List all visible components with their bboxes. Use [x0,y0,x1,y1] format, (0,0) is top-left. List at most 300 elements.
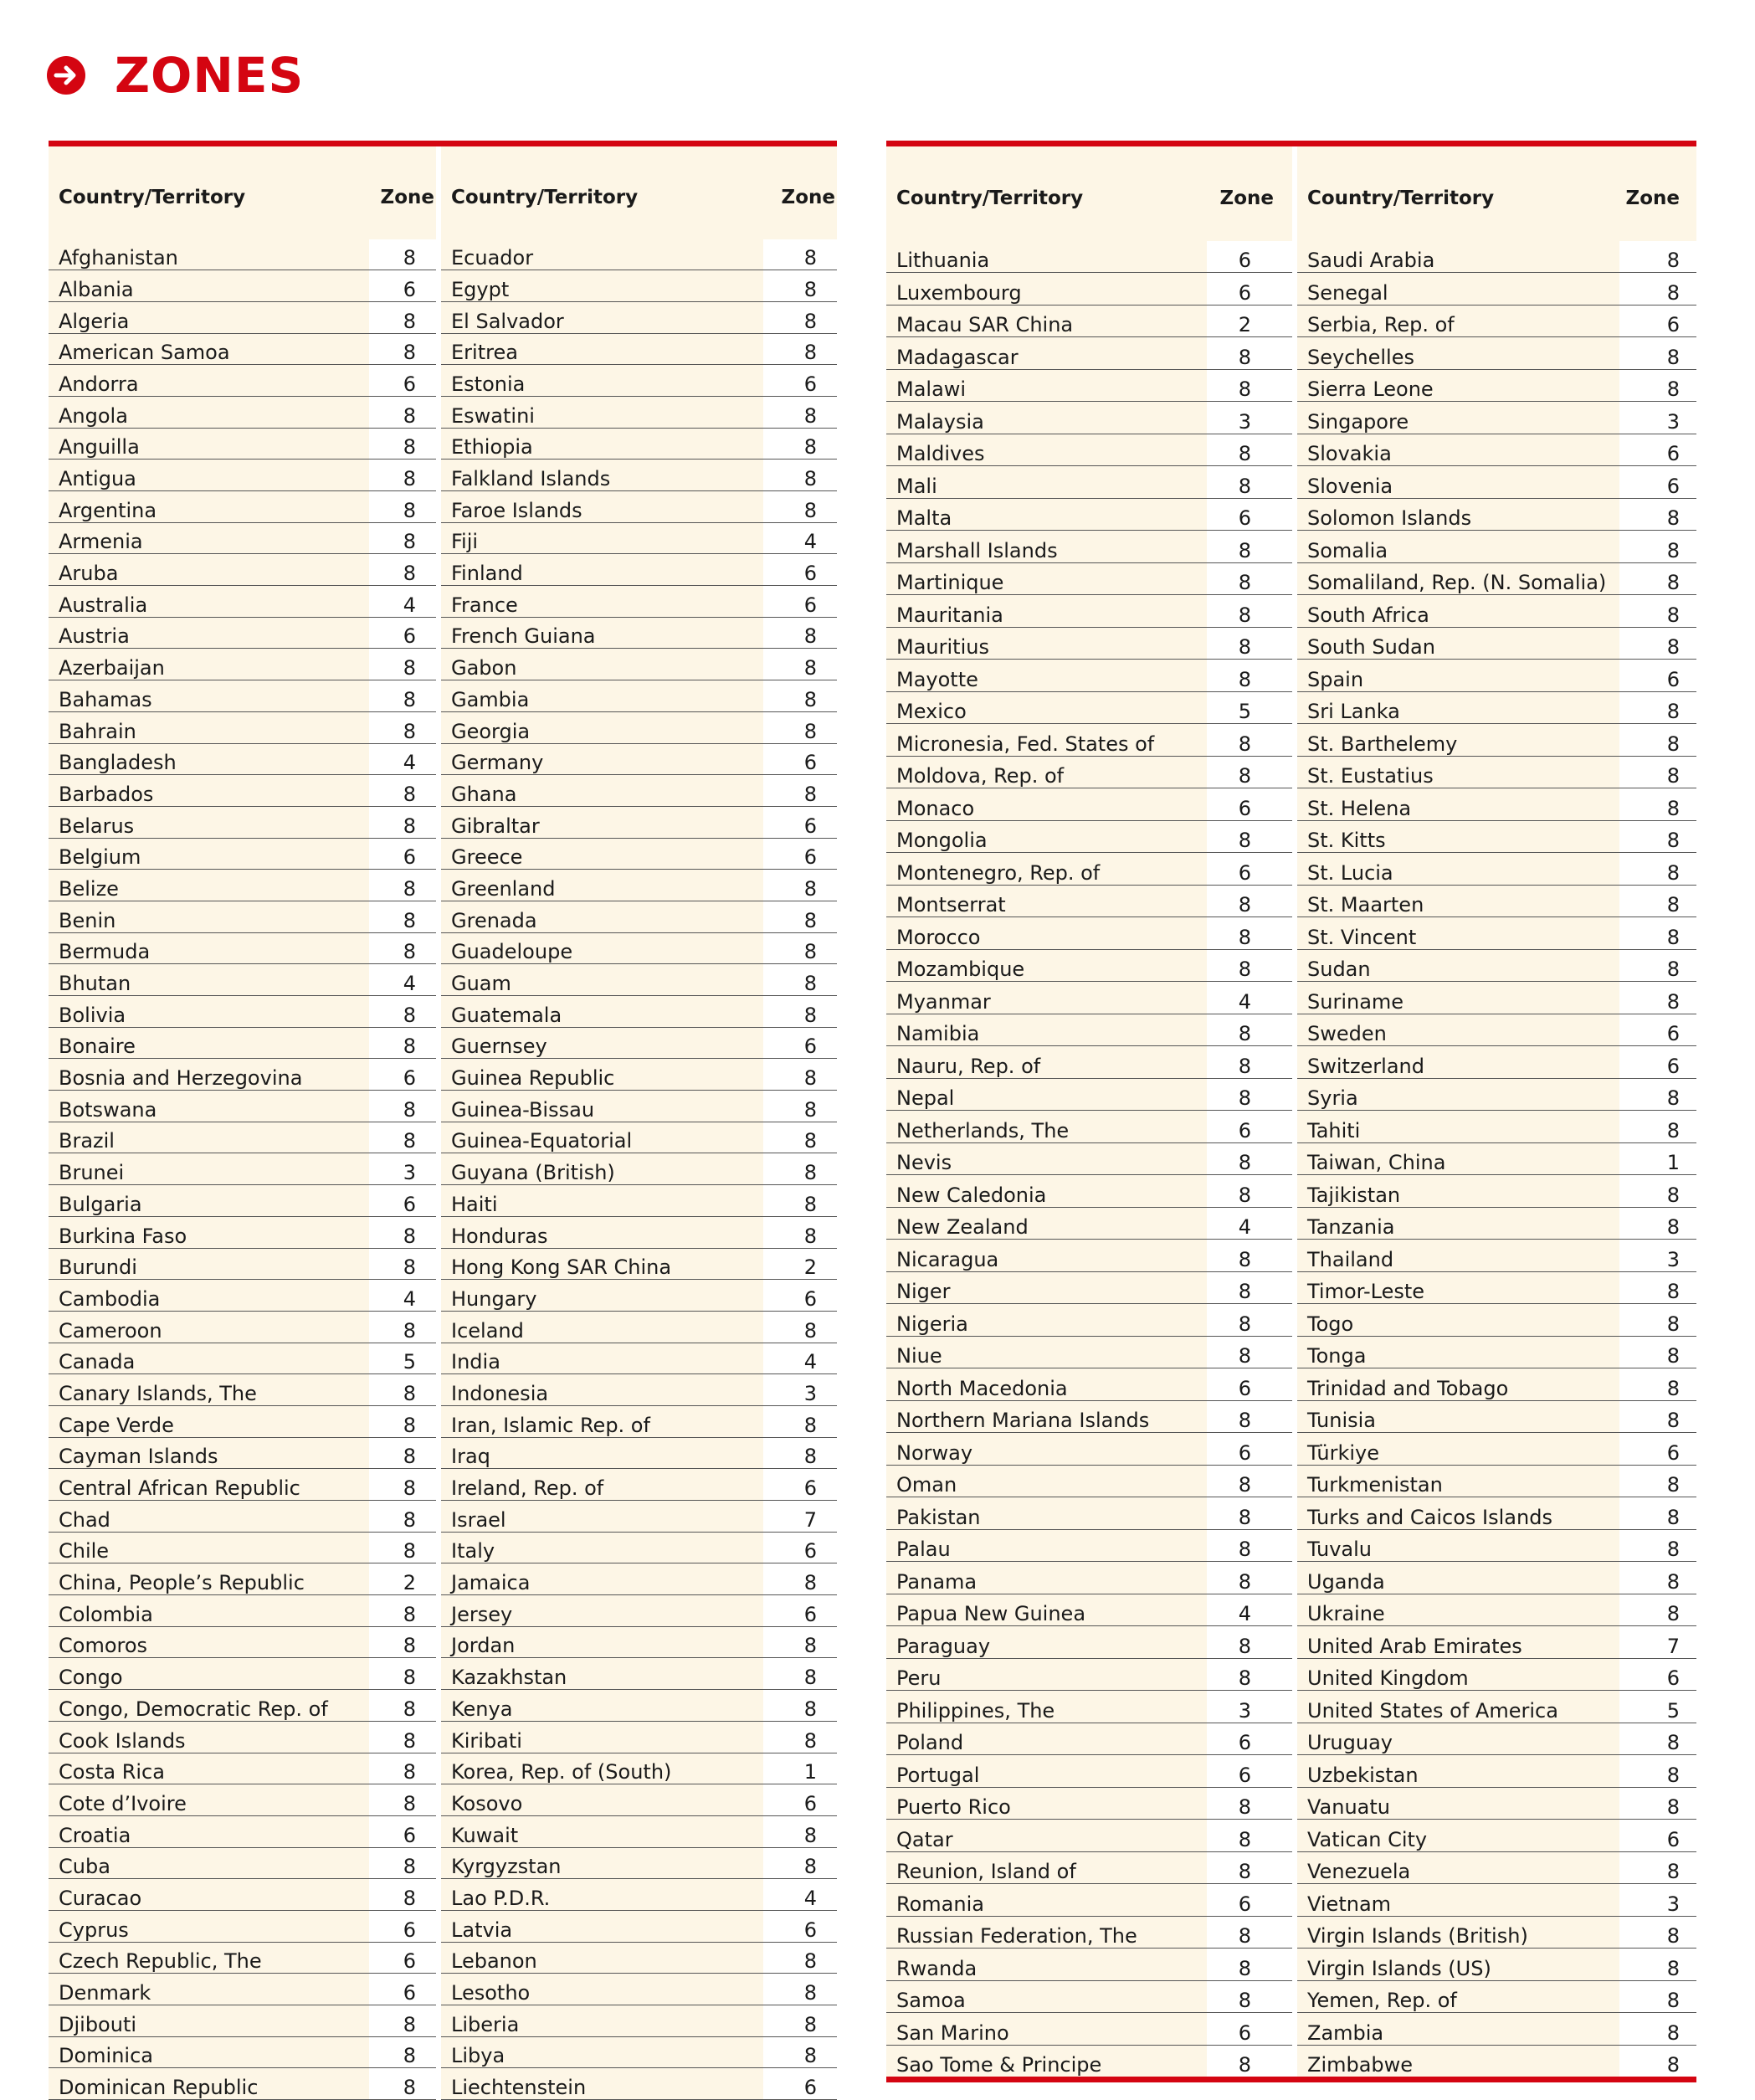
zone-value: 3 [1207,1691,1292,1723]
country-name: Andorra [49,365,369,397]
country-name: Burkina Faso [49,1216,369,1248]
country-name: India [441,1343,763,1374]
country-name: Jersey [441,1595,763,1627]
country-name: Taiwan, China [1297,1142,1619,1175]
zone-value: 8 [1619,241,1696,273]
country-name: Niger [886,1271,1207,1304]
zone-value: 8 [369,522,436,554]
country-name: Mayotte [886,660,1207,692]
country-name: St. Helena [1297,788,1619,821]
zone-value: 3 [1619,1240,1696,1272]
country-name: Liechtenstein [441,2068,763,2100]
table-row [886,1240,1696,1272]
table-row [886,1755,1696,1788]
table-row [886,1594,1696,1626]
zone-value: 8 [1207,1078,1292,1111]
table-row [49,1185,837,1217]
zone-value: 8 [763,1563,837,1595]
table-header [886,144,1696,241]
zone-value: 6 [763,1532,837,1563]
country-name: Maldives [886,434,1207,466]
zone-value: 8 [1207,1497,1292,1530]
zone-value: 8 [369,491,436,523]
zone-value: 8 [1619,1949,1696,1981]
zone-value: 8 [369,1311,436,1343]
zone-value: 6 [1207,498,1292,531]
country-name: Vatican City [1297,1820,1619,1852]
country-name: Senegal [1297,273,1619,306]
country-name: Poland [886,1723,1207,1755]
country-name: Sudan [1297,949,1619,982]
table-row [886,305,1696,337]
zone-value: 8 [1619,1175,1696,1208]
zone-value: 3 [763,1374,837,1406]
country-name: Latvia [441,1910,763,1942]
table-row [49,775,837,807]
zone-value: 8 [763,1658,837,1690]
table-row [49,1942,837,1974]
table-row [886,1304,1696,1337]
country-name: Hungary [441,1280,763,1312]
column-header-country: Country/Territory [49,144,369,239]
country-name: Kenya [441,1690,763,1722]
country-name: Russian Federation, The [886,1916,1207,1949]
country-name: Philippines, The [886,1691,1207,1723]
table-row [886,1562,1696,1594]
country-name: Niue [886,1336,1207,1368]
table-row [49,1501,837,1533]
country-name: Bangladesh [49,743,369,775]
table-row [49,1532,837,1563]
zone-value: 8 [1619,1304,1696,1337]
zone-value: 3 [1619,402,1696,434]
zone-value: 8 [1207,466,1292,499]
country-name: Syria [1297,1078,1619,1111]
country-name: Uzbekistan [1297,1755,1619,1788]
country-name: Georgia [441,711,763,743]
zone-value: 4 [763,522,837,554]
zone-value: 8 [369,711,436,743]
country-name: Montenegro, Rep. of [886,853,1207,886]
table-row [886,1820,1696,1852]
zone-value: 8 [763,649,837,680]
zone-value: 8 [763,270,837,302]
country-name: Venezuela [1297,1851,1619,1884]
zone-value: 8 [763,2005,837,2037]
zone-value: 8 [763,1721,837,1753]
table-row [886,724,1696,757]
zone-value: 7 [763,1501,837,1533]
zone-value: 8 [369,460,436,491]
country-name: Kyrgyzstan [441,1847,763,1879]
country-name: Indonesia [441,1374,763,1406]
country-name: Dominican Republic [49,2068,369,2100]
column-header-zone: Zone [1207,144,1292,241]
country-name: Timor-Leste [1297,1271,1619,1304]
zone-value: 8 [763,680,837,712]
zone-value: 8 [1619,562,1696,595]
table-row [886,660,1696,692]
table-row [49,901,837,932]
zone-value: 8 [1619,885,1696,917]
zone-value: 8 [1207,1658,1292,1691]
zone-value: 8 [1619,1562,1696,1594]
zone-value: 8 [1619,595,1696,628]
zone-value: 6 [369,1815,436,1847]
zone-value: 8 [1619,2013,1696,2046]
zone-value: 8 [369,301,436,333]
country-name: Central African Republic [49,1469,369,1501]
zone-value: 8 [763,1311,837,1343]
zone-value: 8 [763,711,837,743]
country-name: Gabon [441,649,763,680]
zone-value: 6 [763,1469,837,1501]
zone-value: 8 [369,932,436,964]
country-name: Grenada [441,901,763,932]
zone-value: 8 [763,1974,837,2005]
page-header [47,47,305,104]
table-row [49,1910,837,1942]
country-name: Somaliland, Rep. (N. Somalia) [1297,562,1619,595]
zone-value: 8 [1207,724,1292,757]
zone-value: 8 [763,491,837,523]
country-name: Armenia [49,522,369,554]
country-name: Czech Republic, The [49,1942,369,1974]
country-name: Yemen, Rep. of [1297,1980,1619,2013]
country-name: Qatar [886,1820,1207,1852]
country-name: Guadeloupe [441,932,763,964]
zone-value: 8 [369,1216,436,1248]
zone-value: 8 [1619,949,1696,982]
country-name: Zimbabwe [1297,2045,1619,2080]
country-name: Malaysia [886,402,1207,434]
zone-value: 6 [1619,1433,1696,1466]
zone-value: 6 [1207,788,1292,821]
zone-value: 8 [369,901,436,932]
zone-value: 8 [369,1248,436,1280]
zone-value: 8 [763,1847,837,1879]
country-name: Morocco [886,917,1207,950]
country-name: Jamaica [441,1563,763,1595]
zone-value: 8 [369,554,436,586]
country-name: Chad [49,1501,369,1533]
zone-value: 6 [1619,466,1696,499]
zone-value: 8 [1207,1142,1292,1175]
zone-value: 8 [1207,1014,1292,1046]
zone-value: 8 [1619,1755,1696,1788]
zone-value: 6 [763,806,837,838]
country-name: Eritrea [441,333,763,365]
zone-value: 8 [369,428,436,460]
zone-value: 8 [369,1626,436,1658]
zone-value: 8 [1619,1980,1696,2013]
zone-value: 8 [369,2005,436,2037]
country-name: Sri Lanka [1297,691,1619,724]
zone-value: 6 [369,1185,436,1217]
zone-value: 8 [1619,1368,1696,1401]
country-name: Switzerland [1297,1046,1619,1079]
country-name: Norway [886,1433,1207,1466]
country-name: Vietnam [1297,1884,1619,1917]
country-name: Turkmenistan [1297,1465,1619,1497]
zone-value: 8 [763,1815,837,1847]
zone-value: 8 [763,1942,837,1974]
country-name: Botswana [49,1091,369,1122]
country-name: Mali [886,466,1207,499]
country-name: Uruguay [1297,1723,1619,1755]
table-row [886,1368,1696,1401]
zone-value: 8 [1207,1787,1292,1820]
zone-value: 6 [1207,1884,1292,1917]
table-row [49,1563,837,1595]
table-row [886,369,1696,402]
country-name: Madagascar [886,337,1207,370]
country-name: Comoros [49,1626,369,1658]
country-name: American Samoa [49,333,369,365]
country-name: St. Barthelemy [1297,724,1619,757]
country-name: Bahrain [49,711,369,743]
zone-value: 6 [369,1059,436,1091]
country-name: Finland [441,554,763,586]
zone-value: 8 [763,1405,837,1437]
zone-value: 3 [369,1153,436,1185]
country-name: Lithuania [886,241,1207,273]
country-name: Bhutan [49,964,369,996]
country-name: Congo, Democratic Rep. of [49,1690,369,1722]
country-name: Eswatini [441,396,763,428]
country-name: Sweden [1297,1014,1619,1046]
zone-value: 8 [1207,1400,1292,1433]
country-name: Korea, Rep. of (South) [441,1753,763,1784]
country-name: Marshall Islands [886,531,1207,563]
country-name: Northern Mariana Islands [886,1400,1207,1433]
zone-value: 8 [763,460,837,491]
zone-value: 8 [369,1027,436,1059]
country-name: Solomon Islands [1297,498,1619,531]
zone-value: 8 [1207,627,1292,660]
zone-value: 8 [763,617,837,649]
country-name: Aruba [49,554,369,586]
table-row [886,1980,1696,2013]
zone-value: 8 [1619,1787,1696,1820]
country-name: Monaco [886,788,1207,821]
country-name: Belgium [49,838,369,870]
zone-value: 8 [1619,1916,1696,1949]
zone-value: 8 [763,1122,837,1153]
country-name: North Macedonia [886,1368,1207,1401]
country-name: St. Maarten [1297,885,1619,917]
country-name: France [441,586,763,618]
country-name: Mongolia [886,820,1207,853]
table-row [49,870,837,901]
country-name: Reunion, Island of [886,1851,1207,1884]
zone-value: 6 [1207,1433,1292,1466]
country-name: Estonia [441,365,763,397]
zone-value: 8 [763,428,837,460]
table-row [886,562,1696,595]
country-name: Argentina [49,491,369,523]
zone-value: 8 [369,1437,436,1469]
zone-value: 6 [1207,1368,1292,1401]
table-row [49,1311,837,1343]
country-name: Israel [441,1501,763,1533]
country-name: Luxembourg [886,273,1207,306]
zone-value: 8 [763,1690,837,1722]
country-name: Seychelles [1297,337,1619,370]
zone-value: 8 [369,1122,436,1153]
zone-value: 8 [369,1690,436,1722]
country-name: Australia [49,586,369,618]
country-name: Panama [886,1562,1207,1594]
country-name: Colombia [49,1595,369,1627]
table-row [886,1175,1696,1208]
zone-value: 8 [369,1721,436,1753]
table-row [49,1405,837,1437]
zone-value: 6 [763,838,837,870]
zone-value: 8 [763,1626,837,1658]
country-name: Dominica [49,2036,369,2068]
table-row [886,1723,1696,1755]
country-name: St. Eustatius [1297,756,1619,788]
zone-value: 8 [1619,1111,1696,1143]
country-name: Iceland [441,1311,763,1343]
country-name: Belize [49,870,369,901]
country-name: Brunei [49,1153,369,1185]
country-name: United Kingdom [1297,1658,1619,1691]
zone-value: 8 [369,775,436,807]
table-row [886,1691,1696,1723]
zone-value: 8 [1207,1336,1292,1368]
zone-value: 6 [1207,1755,1292,1788]
country-name: Ethiopia [441,428,763,460]
country-name: Nepal [886,1078,1207,1111]
zone-value: 8 [763,964,837,996]
country-name: Greece [441,838,763,870]
country-name: South Africa [1297,595,1619,628]
country-name: Albania [49,270,369,302]
zone-value: 6 [1619,1014,1696,1046]
zone-value: 8 [1207,337,1292,370]
country-name: Bahamas [49,680,369,712]
zone-value: 6 [369,365,436,397]
table-header [49,144,837,239]
country-name: Namibia [886,1014,1207,1046]
zone-value: 8 [369,239,436,270]
table-row [886,1497,1696,1530]
zone-value: 8 [369,1469,436,1501]
zone-value: 4 [763,1879,837,1911]
zone-value: 8 [1207,1271,1292,1304]
table-row [886,1046,1696,1079]
zone-value: 8 [1207,820,1292,853]
country-name: Nevis [886,1142,1207,1175]
country-name: Burundi [49,1248,369,1280]
table-row [886,402,1696,434]
country-name: Malta [886,498,1207,531]
zone-value: 8 [763,1216,837,1248]
country-name: Faroe Islands [441,491,763,523]
country-name: Singapore [1297,402,1619,434]
page-title: ZONES [115,47,305,104]
zone-value: 7 [1619,1626,1696,1659]
table-row [886,788,1696,821]
table-row [886,1851,1696,1884]
zone-value: 8 [369,649,436,680]
zone-value: 8 [1619,1529,1696,1562]
table-row [886,1916,1696,1949]
zone-value: 6 [1619,1820,1696,1852]
table-row [886,691,1696,724]
table-row [886,1433,1696,1466]
table-row [49,806,837,838]
table-row [886,627,1696,660]
country-name: Angola [49,396,369,428]
zone-value: 4 [1207,982,1292,1014]
country-name: Guernsey [441,1027,763,1059]
country-name: Oman [886,1465,1207,1497]
zone-value: 8 [1619,820,1696,853]
country-name: Hong Kong SAR China [441,1248,763,1280]
country-name: Kuwait [441,1815,763,1847]
table-row [49,1626,837,1658]
country-name: St. Kitts [1297,820,1619,853]
table-row [886,1884,1696,1917]
zone-value: 8 [1207,949,1292,982]
table-row [886,1787,1696,1820]
zone-value: 6 [1207,1111,1292,1143]
country-name: Djibouti [49,2005,369,2037]
table-row [49,428,837,460]
country-name: Guinea-Equatorial [441,1122,763,1153]
zone-value: 8 [1619,2045,1696,2080]
country-name: Cyprus [49,1910,369,1942]
table-row [886,1111,1696,1143]
table-row [886,982,1696,1014]
table-row [886,1658,1696,1691]
country-name: Greenland [441,870,763,901]
country-name: New Zealand [886,1207,1207,1240]
zone-value: 8 [1619,1723,1696,1755]
table-row [49,996,837,1028]
zone-value: 1 [763,1753,837,1784]
zone-value: 4 [369,964,436,996]
zone-value: 8 [369,680,436,712]
zone-value: 8 [1619,691,1696,724]
country-name: Barbados [49,775,369,807]
zone-value: 8 [369,1784,436,1816]
country-name: Falkland Islands [441,460,763,491]
country-name: Lao P.D.R. [441,1879,763,1911]
country-name: Zambia [1297,2013,1619,2046]
zone-value: 8 [763,2036,837,2068]
country-name: Saudi Arabia [1297,241,1619,273]
table-row [886,917,1696,950]
table-row [49,522,837,554]
country-name: China, People’s Republic [49,1563,369,1595]
zone-value: 6 [1619,305,1696,337]
country-name: Cuba [49,1847,369,1879]
country-name: Brazil [49,1122,369,1153]
country-name: Kosovo [441,1784,763,1816]
table-row [49,1690,837,1722]
country-name: Uganda [1297,1562,1619,1594]
country-name: Papua New Guinea [886,1594,1207,1626]
zone-value: 8 [1619,1400,1696,1433]
country-name: Peru [886,1658,1207,1691]
zone-value: 8 [1619,853,1696,886]
country-name: Canada [49,1343,369,1374]
table-row [49,2005,837,2037]
